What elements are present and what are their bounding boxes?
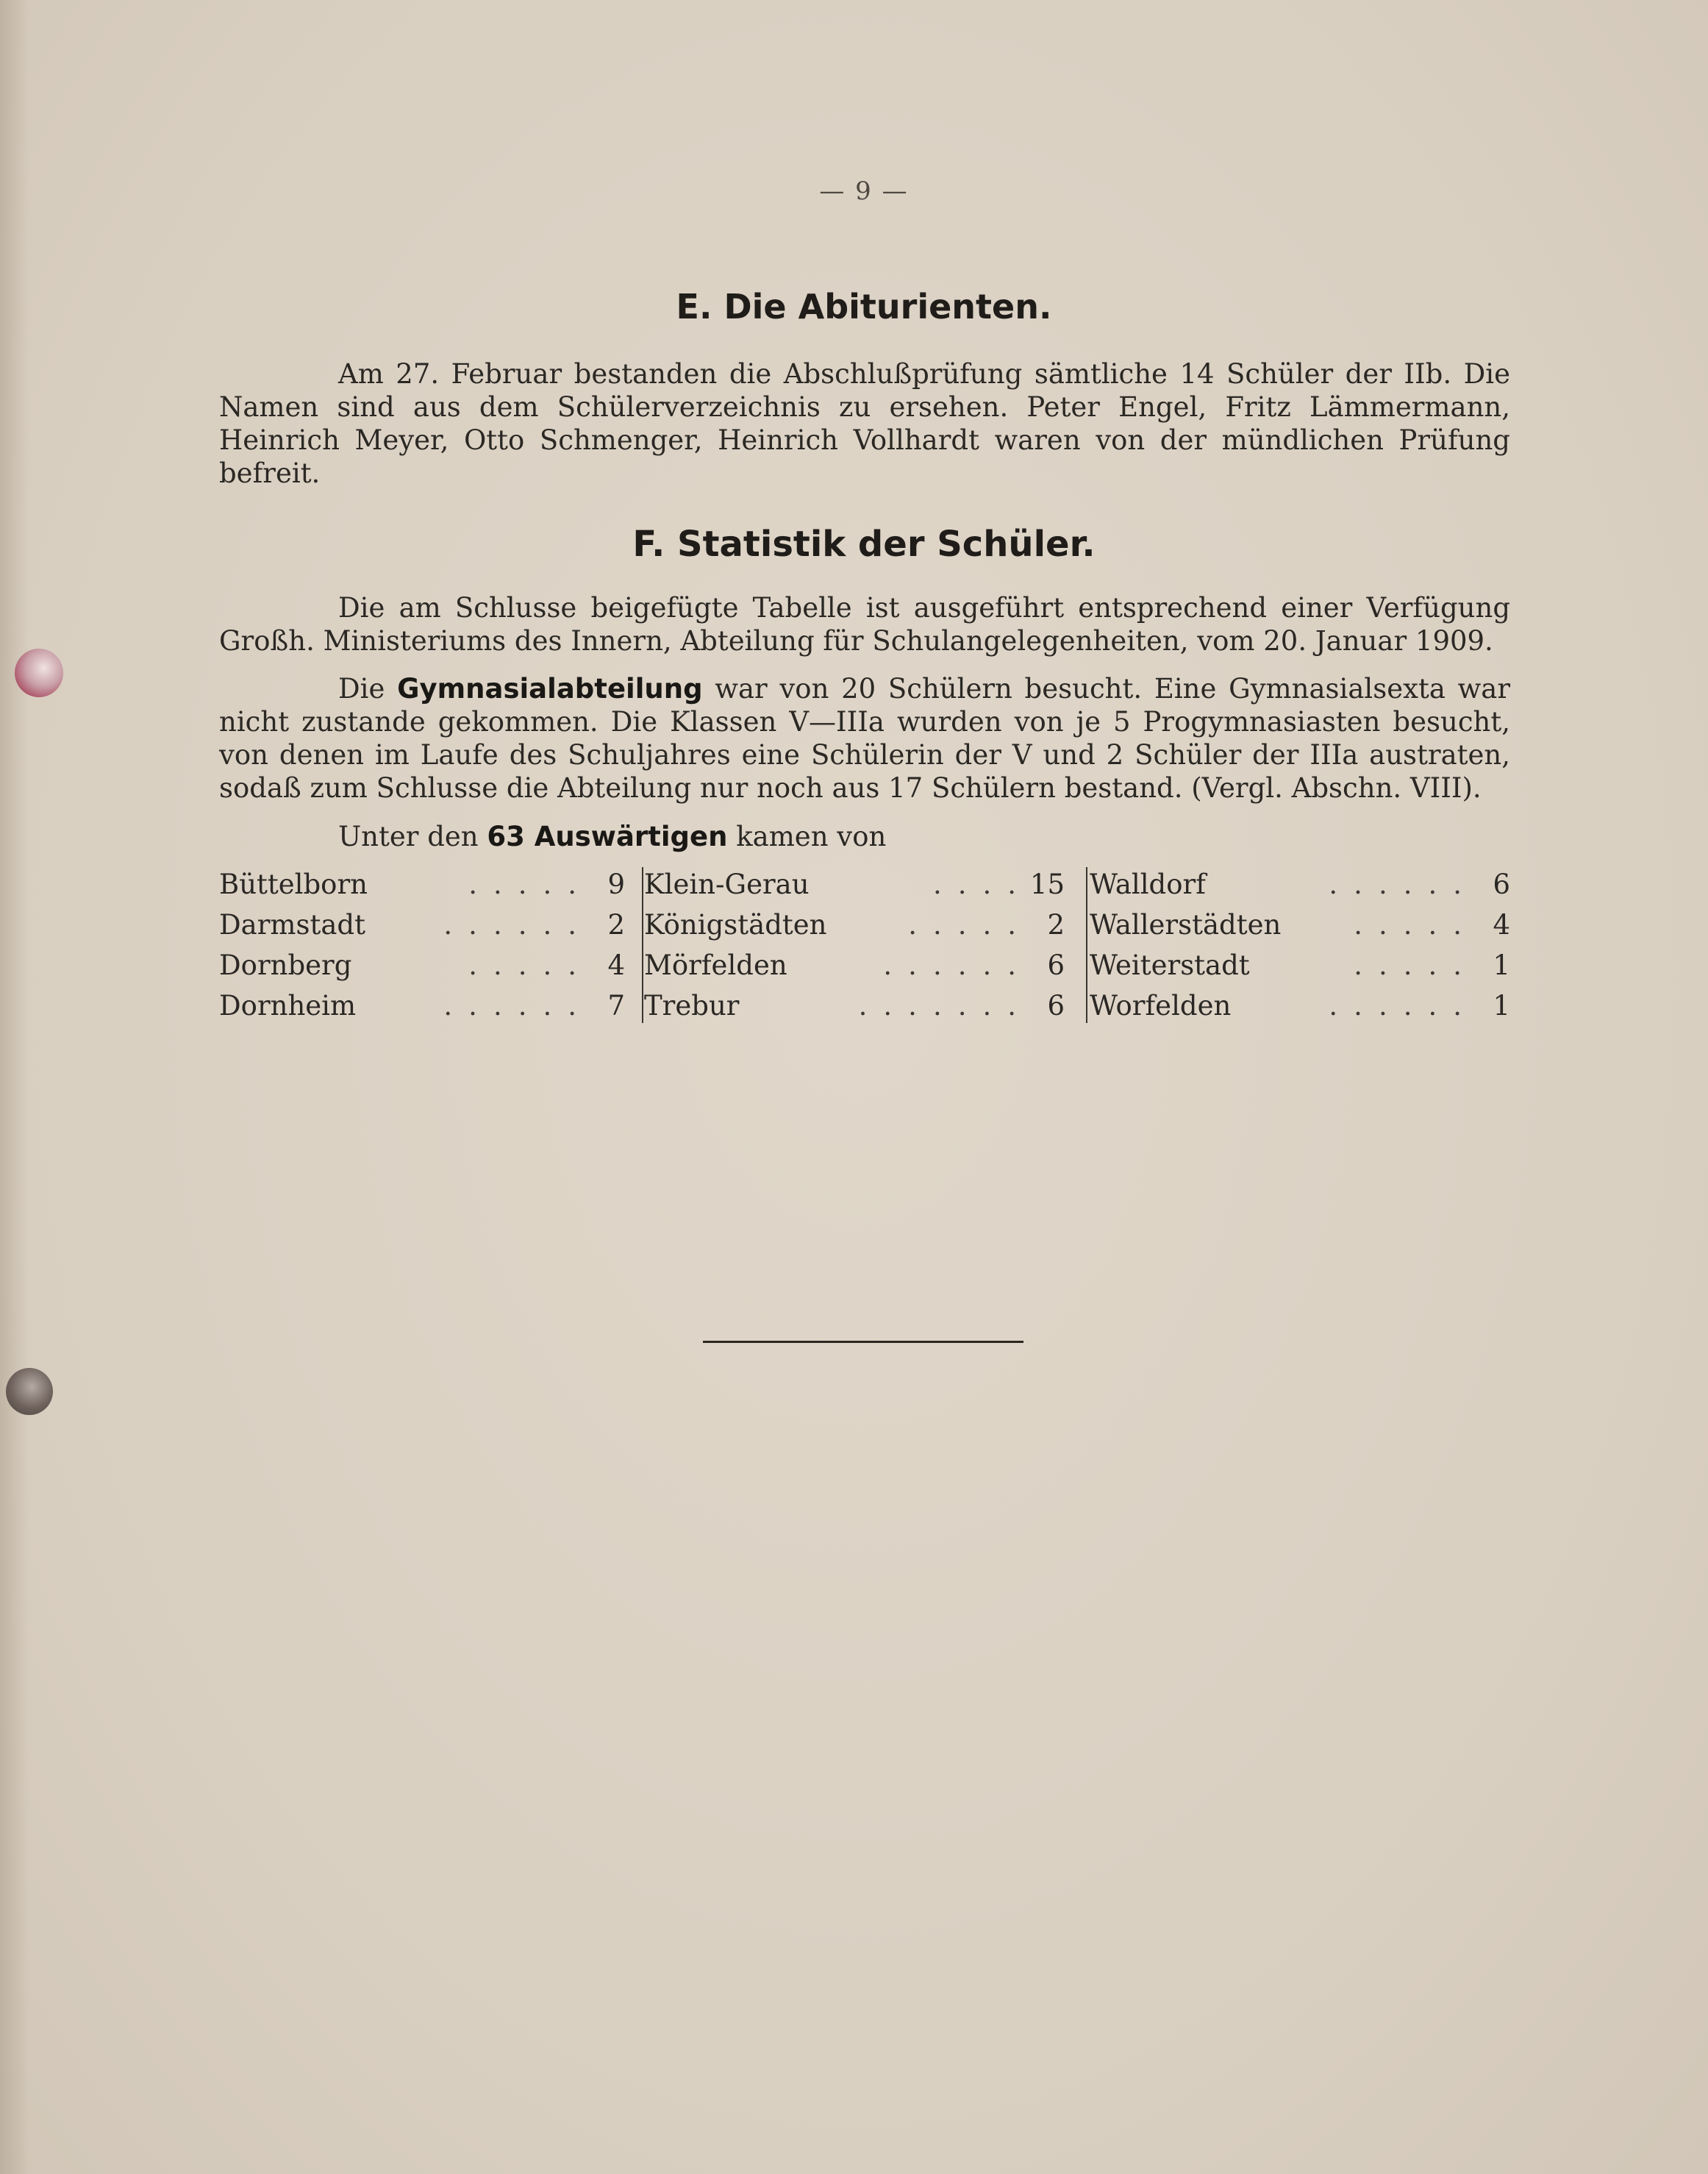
town-name: Büttelborn [219, 869, 368, 900]
section-f-heading: F. Statistik der Schüler. [632, 524, 1096, 565]
towns-intro [219, 820, 1510, 853]
paragraph-2-rest: war von 20 Schülern besucht. Eine Gymnasialsexta war nicht zustande gekommen. Die Klassen V—IIIa wurden von je 5 Progymnasiasten besucht, von denen im Laufe des Schuljahres eine Schülerin der V und 2 Schüler der IIIa austraten, sodaß zum Schlusse die Abteilung nur noch aus 17 Schülern bestand. (Vergl. Abschn. VIII). [219, 673, 1511, 804]
leader-dots: ...... [1329, 869, 1478, 900]
paragraph-2-start: Die [338, 673, 385, 705]
column-divider [642, 867, 643, 1023]
town-count: 15 [1029, 869, 1065, 900]
town-count: 6 [1047, 990, 1065, 1022]
leader-dots: ..... [908, 909, 1032, 941]
section-e-text: Am 27. Februar bestanden die Abschlußprüfung sämtliche 14 Schüler der IIb. Die Namen sind aus dem Schülerverzeichnis zu ersehen. Peter Engel, Fritz Lämmermann, Heinrich Meyer, Otto Schmenger, Heinrich Vollhardt waren von der mündlichen Prüfung befreit. [219, 358, 1510, 489]
section-e-heading: E. Die Abiturienten. [676, 287, 1052, 327]
leader-dots: ..... [468, 869, 593, 900]
closing-rule [703, 1341, 1023, 1343]
leader-dots: ...... [443, 909, 593, 941]
town-name: Dornheim [219, 990, 357, 1022]
town-count: 7 [607, 990, 625, 1022]
page-number: — 9 — [819, 177, 909, 206]
town-row [219, 945, 625, 986]
town-count: 9 [607, 869, 625, 900]
town-count: 4 [607, 949, 625, 981]
town-name: Darmstadt [219, 909, 365, 941]
section-f-paragraph-1 [219, 591, 1510, 657]
town-name: Königstädten [644, 909, 827, 941]
town-row [219, 986, 625, 1026]
towns-column-1 [219, 864, 625, 1026]
column-divider [1086, 867, 1087, 1023]
leader-dots: ..... [1354, 909, 1478, 941]
towns-column-3 [1090, 864, 1510, 1026]
towns-column-2 [644, 864, 1065, 1026]
town-name: Weiterstadt [1090, 949, 1250, 981]
town-row [219, 905, 625, 945]
section-f-paragraph-2 [219, 672, 1510, 805]
town-count: 6 [1493, 869, 1510, 900]
town-name: Klein-Gerau [644, 869, 810, 900]
page-edge-shadow [0, 0, 29, 2174]
leader-dots: .... [932, 869, 1032, 900]
leader-dots: ...... [1329, 990, 1478, 1022]
town-name: Worfelden [1090, 990, 1232, 1022]
leader-dots: ....... [858, 990, 1032, 1022]
towns-intro-end: kamen von [736, 821, 887, 852]
town-row [1090, 986, 1510, 1026]
section-f-text-1: Die am Schlusse beigefügte Tabelle ist ausgeführt entsprechend einer Verfügung Großh. Ministeriums des Innern, Abteilung für Schulangelegenheiten, vom 20. Januar 1909. [219, 592, 1510, 657]
leader-dots: ...... [443, 990, 593, 1022]
town-row [644, 864, 1065, 905]
town-count: 4 [1493, 909, 1510, 941]
towns-table [219, 864, 1510, 1026]
town-count: 2 [1047, 909, 1065, 941]
town-name: Trebur [644, 990, 740, 1022]
punch-hole-bottom [6, 1368, 53, 1415]
towns-intro-start: Unter den [338, 821, 479, 852]
town-name: Walldorf [1090, 869, 1206, 900]
town-count: 1 [1493, 990, 1510, 1022]
town-count: 2 [607, 909, 625, 941]
town-count: 6 [1047, 949, 1065, 981]
auswaertigen-term: 63 Auswärtigen [487, 821, 728, 852]
leader-dots: ...... [883, 949, 1032, 981]
town-row [1090, 864, 1510, 905]
town-row [219, 864, 625, 905]
town-row [1090, 905, 1510, 945]
town-row [1090, 945, 1510, 986]
town-count: 1 [1493, 949, 1510, 981]
town-name: Mörfelden [644, 949, 787, 981]
town-name: Dornberg [219, 949, 352, 981]
punch-hole-top [15, 649, 63, 697]
town-row [644, 986, 1065, 1026]
town-row [644, 905, 1065, 945]
section-e-paragraph [219, 357, 1510, 490]
gymnasialabteilung-term: Gymnasialabteilung [397, 673, 703, 705]
town-name: Wallerstädten [1090, 909, 1282, 941]
leader-dots: ..... [1354, 949, 1478, 981]
town-row [644, 945, 1065, 986]
leader-dots: ..... [468, 949, 593, 981]
